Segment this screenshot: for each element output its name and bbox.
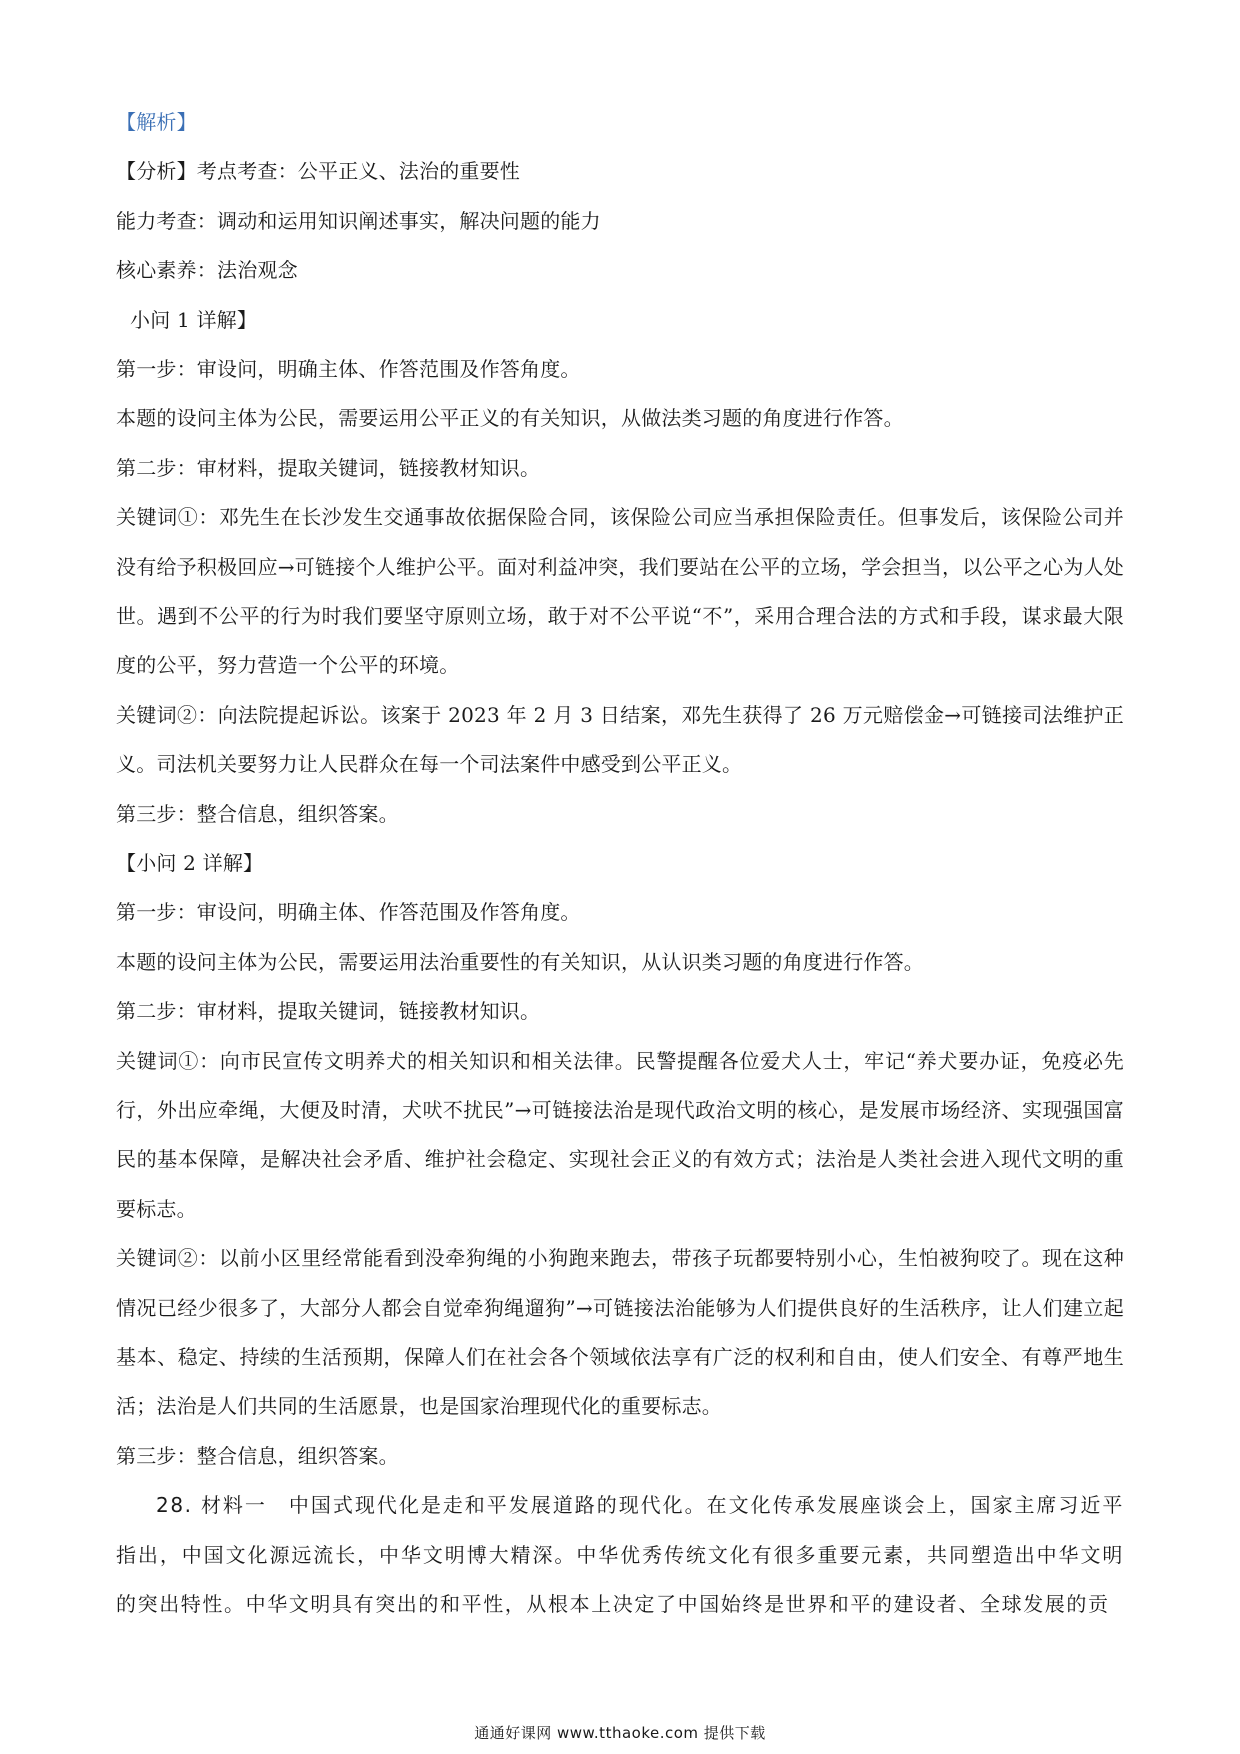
analysis-heading: 【解析】	[116, 110, 197, 134]
page-footer: 通通好课网 www.tthaoke.com 提供下载	[474, 1724, 766, 1742]
q1-heading: 小问 1 详解】	[130, 307, 258, 332]
q1-keyword-2: 关键词②：向法院提起诉讼。该案于 2023 年 2 月 3 日结案，邓先生获得了 26 万元赔偿金→可链接司法维护正义。司法机关要努力让人民群众在每一个司法案件中感受到公平正义。	[116, 702, 1124, 777]
document-content	[116, 98, 1124, 1629]
q2-keyword-1: 关键词①：向市民宣传文明养犬的相关知识和相关法律。民警提醒各位爱犬人士，牢记“养犬要办证，免疫必先行，外出应牵绳，大便及时清，犬吠不扰民”→可链接法治是现代政治文明的核心，是发展市场经济、实现强国富民的基本保障，是解决社会矛盾、维护社会稳定、实现社会正义的有效方式；法治是人类社会进入现代文明的重要标志。	[116, 1048, 1124, 1221]
q2-step1: 第一步：审设问，明确主体、作答范围及作答角度。	[116, 900, 581, 925]
q1-step1-body: 本题的设问主体为公民，需要运用公平正义的有关知识，从做法类习题的角度进行作答。	[116, 406, 904, 431]
q2-keyword-2: 关键词②：以前小区里经常能看到没牵狗绳的小狗跑来跑去，带孩子玩都要特别小心，生怕被狗咬了。现在这种情况已经少很多了，大部分人都会自觉牵狗绳遛狗”→可链接法治能够为人们提供良好的生活秩序，让人们建立起基本、稳定、持续的生活预期，保障人们在社会各个领域依法享有广泛的权利和自由，使人们安全、有尊严地生活；法治是人们共同的生活愿景，也是国家治理现代化的重要标志。	[116, 1246, 1124, 1419]
q2-step2: 第二步：审材料，提取关键词，链接教材知识。	[116, 999, 541, 1024]
q1-step2: 第二步：审材料，提取关键词，链接教材知识。	[116, 455, 541, 480]
q1-keyword-1: 关键词①：邓先生在长沙发生交通事故依据保险合同，该保险公司应当承担保险责任。但事发后，该保险公司并没有给予积极回应→可链接个人维护公平。面对利益冲突，我们要站在公平的立场，学会担当，以公平之心为人处世。遇到不公平的行为时我们要坚守原则立场，敢于对不公平说“不”，采用合理合法的方式和手段，谋求最大限度的公平，努力营造一个公平的环境。	[116, 505, 1124, 678]
q2-heading: 【小问 2 详解】	[116, 850, 264, 875]
q1-step3: 第三步：整合信息，组织答案。	[116, 801, 399, 826]
q1-step1: 第一步：审设问，明确主体、作答范围及作答角度。	[116, 356, 581, 381]
core-literacy: 核心素养：法治观念	[116, 258, 298, 283]
analysis-topic: 【分析】考点考查：公平正义、法治的重要性	[116, 159, 520, 184]
question-28-material: 28. 材料一 中国式现代化是走和平发展道路的现代化。在文化传承发展座谈会上，国家主席习近平指出，中国文化源远流长，中华文明博大精深。中华优秀传统文化有很多重要元素，共同塑造出中华文明的突出特性。中华文明具有突出的和平性，从根本上决定了中国始终是世界和平的建设者、全球发展的贡	[116, 1493, 1124, 1616]
q2-step1-body: 本题的设问主体为公民，需要运用法治重要性的有关知识，从认识类习题的角度进行作答。	[116, 949, 924, 974]
q2-step3: 第三步：整合信息，组织答案。	[116, 1443, 399, 1468]
ability-assessment: 能力考查：调动和运用知识阐述事实，解决问题的能力	[116, 208, 601, 233]
